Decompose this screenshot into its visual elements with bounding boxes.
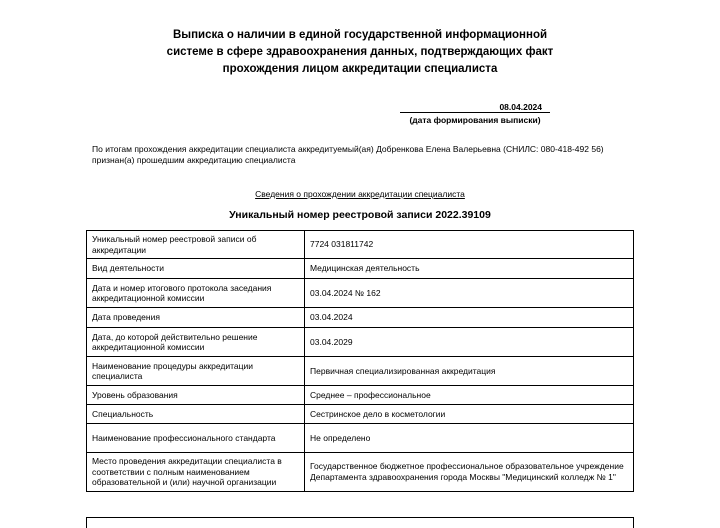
row-value-date-held: 03.04.2024	[305, 308, 634, 328]
table-row	[87, 279, 634, 308]
row-label-date-held: Дата проведения	[87, 308, 305, 328]
table-row	[87, 308, 634, 328]
row-value-activity-type: Медицинская деятельность	[305, 259, 634, 279]
table-row	[87, 405, 634, 424]
table-row	[87, 424, 634, 453]
table-row	[87, 453, 634, 492]
row-value-specialty: Сестринское дело в косметологии	[305, 405, 634, 424]
row-label-protocol: Дата и номер итогового протокола заседания аккредитационной комиссии	[87, 279, 305, 308]
document-title	[0, 27, 720, 78]
row-label-accreditation-place: Место проведения аккредитации специалиста в соответствии с полным наименованием образовательной и (или) научной организации	[87, 453, 305, 492]
row-label-professional-standard: Наименование профессионального стандарта	[87, 424, 305, 453]
document-title-line-3: прохождения лицом аккредитации специалиста	[222, 63, 498, 75]
row-value-professional-standard: Не определено	[305, 424, 634, 453]
row-value-valid-until: 03.04.2029	[305, 328, 634, 357]
document-title-line-1: Выписка о наличии в единой государственной информационной	[172, 29, 548, 41]
table-row	[87, 386, 634, 405]
intro-paragraph: По итогам прохождения аккредитации специалиста аккредитуемый(ая) Добренкова Елена Валерьевна (СНИЛС: 080-418-492 56) признан(а) прошедшим аккредитацию специалиста	[92, 144, 604, 165]
row-label-specialty: Специальность	[87, 405, 305, 424]
table-row	[87, 357, 634, 386]
row-value-education-level: Среднее – профессиональное	[305, 386, 634, 405]
row-value-protocol: 03.04.2024 № 162	[305, 279, 634, 308]
formation-date-caption: (дата формирования выписки)	[409, 115, 541, 125]
table-row	[87, 259, 634, 279]
row-value-procedure: Первичная специализированная аккредитация	[305, 357, 634, 386]
accreditation-details-table	[86, 230, 634, 492]
document-title-line-2: системе в сфере здравоохранения данных, подтверждающих факт	[166, 46, 554, 58]
section-title: Сведения о прохождении аккредитации специалиста	[255, 189, 465, 199]
formation-date: 08.04.2024	[400, 102, 550, 113]
registry-record-number: Уникальный номер реестровой записи 2022.39109	[229, 209, 491, 221]
row-value-unique-number: 7724 031811742	[305, 231, 634, 259]
row-label-unique-number: Уникальный номер реестровой записи об аккредитации	[87, 231, 305, 259]
table-row	[87, 231, 634, 259]
row-value-accreditation-place: Государственное бюджетное профессиональное образовательное учреждение Департамента здравоохранения города Москвы "Медицинский колледж № 1"	[305, 453, 634, 492]
row-label-valid-until: Дата, до которой действительно решение аккредитационной комиссии	[87, 328, 305, 357]
formation-date-block	[400, 102, 550, 125]
table-row	[87, 328, 634, 357]
row-label-procedure: Наименование процедуры аккредитации специалиста	[87, 357, 305, 386]
row-label-activity-type: Вид деятельности	[87, 259, 305, 279]
row-label-education-level: Уровень образования	[87, 386, 305, 405]
